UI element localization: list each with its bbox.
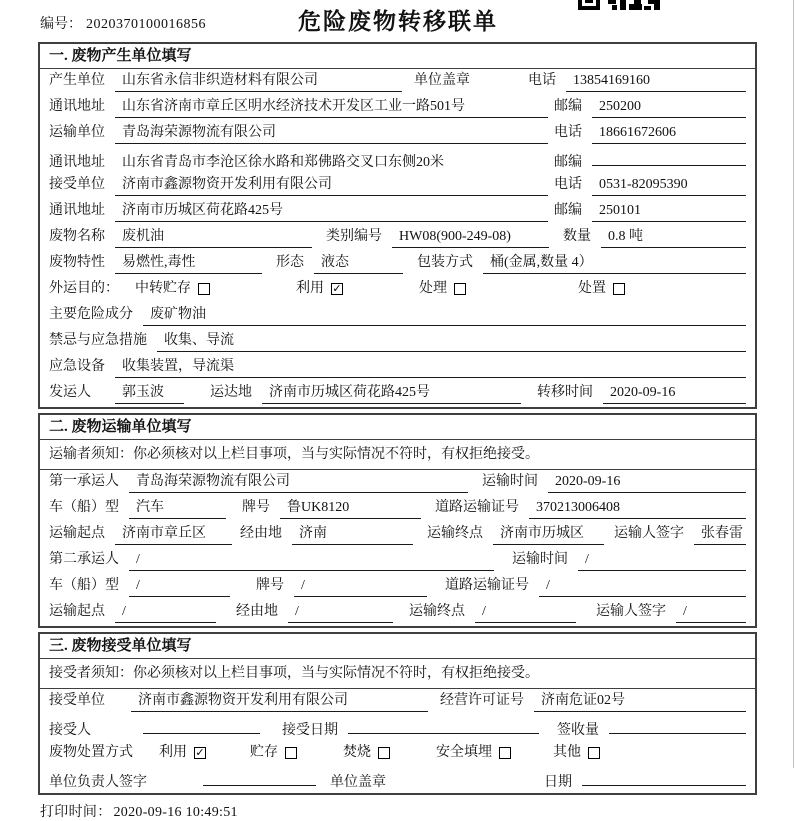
form-row — [40, 251, 755, 277]
checkbox-option — [250, 742, 297, 763]
form-row — [40, 548, 755, 574]
field-value — [592, 148, 746, 166]
field-value-text: 液态 — [321, 255, 349, 270]
field-value-text: 济南市历城区 — [500, 526, 584, 541]
field-value-text: 济南市鑫源物资开发利用有限公司 — [138, 693, 348, 708]
field-value — [115, 601, 216, 623]
field-label: 类别编号 — [326, 229, 382, 244]
field-label: 通讯地址 — [49, 99, 105, 114]
field-value — [143, 716, 260, 734]
field-label: 道路运输证号 — [445, 578, 529, 593]
field-label: 车（船）型 — [49, 578, 119, 593]
field-value-text: 0531-82095390 — [599, 177, 688, 192]
field-value — [392, 226, 549, 248]
field-value-text: 18661672606 — [599, 125, 676, 140]
form-row — [40, 173, 755, 199]
serial-value: 2020370100016856 — [86, 17, 206, 32]
checkbox-checked-icon: ✓ — [332, 282, 342, 295]
checkbox-unchecked-icon — [285, 747, 297, 759]
form-row — [40, 381, 755, 407]
field-value — [566, 70, 746, 92]
checkbox-label: 处理 — [419, 281, 447, 296]
field-value — [529, 497, 746, 519]
page-edge-line — [793, 0, 794, 768]
section-notice: 接受者须知：你必须核对以上栏目事项，当与实际情况不符时，有权拒绝接受。 — [40, 659, 755, 689]
field-value-text: 13854169160 — [573, 73, 650, 88]
checkbox-checked-icon: ✓ — [195, 746, 205, 759]
field-label: 包装方式 — [417, 255, 473, 270]
field-value-text: / — [301, 578, 305, 593]
field-label: 签收量 — [557, 723, 599, 738]
field-value — [115, 523, 232, 545]
field-value-text: 济南 — [299, 526, 327, 541]
section-receiver — [38, 632, 757, 795]
field-label: 运输人签字 — [596, 604, 666, 619]
checkbox-label: 贮存 — [250, 745, 278, 760]
field-value — [314, 252, 403, 274]
field-value-text: 鲁UK8120 — [287, 500, 350, 515]
field-value — [115, 252, 262, 274]
field-label: 废物处置方式 — [49, 745, 133, 760]
field-value — [475, 601, 576, 623]
field-label: 接受人 — [49, 723, 91, 738]
field-value — [129, 497, 226, 519]
field-label: 运输时间 — [512, 552, 568, 567]
field-label: 数量 — [563, 229, 591, 244]
checkbox-option — [553, 742, 600, 763]
field-label: 主要危险成分 — [49, 307, 133, 322]
serial-label: 编号： — [40, 17, 82, 32]
field-value — [131, 690, 428, 712]
checkbox-unchecked-icon — [378, 747, 390, 759]
form-row — [40, 715, 755, 741]
field-value — [694, 523, 746, 545]
field-label: 电话 — [528, 73, 556, 88]
field-value-text: 青岛海荣源物流有限公司 — [122, 125, 276, 140]
field-label: 运输终点 — [409, 604, 465, 619]
form-sections — [38, 42, 757, 795]
field-label: 接受日期 — [282, 723, 338, 738]
field-label: 接受单位 — [49, 177, 105, 192]
print-time-label: 打印时间： — [40, 805, 112, 820]
form-row — [40, 496, 755, 522]
field-value — [483, 252, 746, 274]
field-label: 运输人签字 — [614, 526, 684, 541]
field-value-text: 收集、导流 — [164, 333, 234, 348]
field-value — [129, 575, 230, 597]
field-value — [676, 601, 746, 623]
field-label: 运输起点 — [49, 604, 105, 619]
field-value-text: 青岛海荣源物流有限公司 — [136, 474, 290, 489]
field-value-text: 汽车 — [136, 500, 164, 515]
field-value — [115, 70, 402, 92]
checkbox-unchecked-icon — [613, 283, 625, 295]
form-row — [40, 199, 755, 225]
print-time-value: 2020-09-16 10:49:51 — [113, 805, 238, 820]
field-value-text: 济南市历城区荷花路425号 — [122, 203, 283, 218]
field-label: 单位盖章 — [330, 775, 386, 790]
field-label: 经由地 — [240, 526, 282, 541]
section-title: 二. 废物运输单位填写 — [40, 415, 755, 440]
checkbox-option — [436, 742, 511, 763]
field-label: 邮编 — [554, 99, 582, 114]
field-value-text: 济南危证02号 — [541, 693, 625, 708]
form-row — [40, 147, 755, 173]
form-row — [40, 225, 755, 251]
checkbox-option — [419, 278, 466, 299]
field-value — [115, 122, 548, 144]
form-row — [40, 303, 755, 329]
field-value-text: 济南市鑫源物资开发利用有限公司 — [122, 177, 332, 192]
field-value — [115, 356, 746, 378]
field-value-text: 济南市章丘区 — [122, 526, 206, 541]
field-value-text: 250200 — [599, 99, 641, 114]
field-value — [592, 200, 746, 222]
field-value — [609, 716, 746, 734]
field-value — [129, 471, 468, 493]
field-value-text: / — [122, 604, 126, 619]
form-row — [40, 329, 755, 355]
field-label: 电话 — [554, 125, 582, 140]
field-value-text: 2020-09-16 — [610, 385, 676, 400]
field-label: 牌号 — [256, 578, 284, 593]
field-value-text: / — [482, 604, 486, 619]
field-label: 第二承运人 — [49, 552, 119, 567]
static-text: 单位盖章 — [414, 73, 470, 88]
field-value — [578, 549, 746, 571]
field-value — [280, 497, 421, 519]
field-value-text: / — [136, 552, 140, 567]
field-value-text: 济南市历城区荷花路425号 — [269, 385, 430, 400]
qr-code-partial-icon — [578, 0, 660, 16]
checkbox-label: 安全填埋 — [436, 745, 492, 760]
field-value — [262, 382, 521, 404]
field-value-text: 山东省永信非织造材料有限公司 — [122, 73, 318, 88]
section-transporter — [38, 413, 757, 628]
field-value — [115, 382, 184, 404]
field-label: 废物特性 — [49, 255, 105, 270]
field-value-text: 250101 — [599, 203, 641, 218]
field-label: 运输终点 — [427, 526, 483, 541]
field-value — [592, 96, 746, 118]
field-label: 经营许可证号 — [440, 693, 524, 708]
form-row — [40, 69, 755, 95]
field-label: 运输单位 — [49, 125, 105, 140]
field-label: 产生单位 — [49, 73, 105, 88]
field-label: 通讯地址 — [49, 203, 105, 218]
field-label: 邮编 — [554, 203, 582, 218]
field-value — [534, 690, 746, 712]
field-value — [115, 174, 548, 196]
checkbox-unchecked-icon — [588, 747, 600, 759]
form-row — [40, 741, 755, 767]
field-value-text: / — [683, 604, 687, 619]
field-value — [601, 226, 746, 248]
field-value — [548, 471, 746, 493]
field-value — [292, 523, 413, 545]
field-value-text: 桶(金属,数量 4） — [490, 255, 593, 270]
field-label: 通讯地址 — [49, 155, 105, 170]
form-row — [40, 355, 755, 381]
checkbox-option — [343, 742, 390, 763]
field-value-text: / — [585, 552, 589, 567]
field-value — [603, 382, 746, 404]
form-row — [40, 574, 755, 600]
field-label: 形态 — [276, 255, 304, 270]
field-value-text: 0.8 吨 — [608, 229, 643, 244]
field-label: 电话 — [554, 177, 582, 192]
field-label: 牌号 — [242, 500, 270, 515]
field-value-text: 张春雷 — [701, 526, 743, 541]
field-value-text: 2020-09-16 — [555, 474, 621, 489]
field-value — [143, 304, 746, 326]
field-label: 单位负责人签字 — [49, 775, 147, 790]
page-title: 危险废物转移联单 — [298, 9, 498, 34]
field-value — [115, 152, 548, 173]
section-title: 三. 废物接受单位填写 — [40, 634, 755, 659]
field-label: 道路运输证号 — [435, 500, 519, 515]
checkbox-unchecked-icon — [499, 747, 511, 759]
checkbox-label: 利用 — [159, 745, 187, 760]
field-value-text: 370213006408 — [536, 500, 620, 515]
section-title: 一. 废物产生单位填写 — [40, 44, 755, 69]
checkbox-unchecked-icon — [454, 283, 466, 295]
field-label: 运达地 — [210, 385, 252, 400]
field-label: 废物名称 — [49, 229, 105, 244]
field-value-text: 易燃性,毒性 — [122, 255, 196, 270]
field-value — [157, 330, 746, 352]
form-row — [40, 600, 755, 626]
field-value-text: 山东省济南市章丘区明水经济技术开发区工业一路501号 — [122, 99, 465, 114]
form-row — [40, 689, 755, 715]
field-value-text: 废机油 — [122, 229, 164, 244]
field-label: 外运目的： — [49, 281, 119, 296]
form-row — [40, 95, 755, 121]
field-value — [582, 768, 746, 786]
checkbox-label: 其他 — [553, 745, 581, 760]
checkbox-option — [578, 278, 625, 299]
form-row — [40, 121, 755, 147]
field-value-text: 收集装置，导流渠 — [122, 359, 234, 374]
print-time — [40, 801, 796, 821]
field-value — [348, 716, 539, 734]
form-row — [40, 522, 755, 548]
checkbox-label: 中转贮存 — [135, 281, 191, 296]
field-label: 邮编 — [554, 155, 582, 170]
field-value — [592, 174, 746, 196]
checkbox-option — [159, 742, 206, 763]
form-row — [40, 470, 755, 496]
checkbox-label: 处置 — [578, 281, 606, 296]
field-value — [115, 200, 548, 222]
form-row — [40, 277, 755, 303]
field-label: 应急设备 — [49, 359, 105, 374]
field-label: 运输时间 — [482, 474, 538, 489]
checkbox-unchecked-icon — [198, 283, 210, 295]
field-label: 发运人 — [49, 385, 91, 400]
field-value-text: HW08(900-249-08) — [399, 229, 511, 244]
form-row — [40, 767, 755, 793]
field-label: 转移时间 — [537, 385, 593, 400]
document-header — [0, 0, 796, 42]
checkbox-label: 焚烧 — [343, 745, 371, 760]
section-notice: 运输者须知：你必须核对以上栏目事项，当与实际情况不符时，有权拒绝接受。 — [40, 440, 755, 470]
field-value — [115, 226, 312, 248]
field-label: 接受单位 — [49, 693, 105, 708]
checkbox-option — [296, 278, 343, 299]
field-value — [539, 575, 746, 597]
field-value — [493, 523, 604, 545]
field-value-text: 郭玉波 — [122, 385, 164, 400]
field-value-text: / — [136, 578, 140, 593]
field-label: 第一承运人 — [49, 474, 119, 489]
field-value — [288, 601, 393, 623]
field-value — [115, 96, 548, 118]
checkbox-label: 利用 — [296, 281, 324, 296]
field-value — [592, 122, 746, 144]
field-value-text: / — [546, 578, 550, 593]
field-label: 经由地 — [236, 604, 278, 619]
field-label: 车（船）型 — [49, 500, 119, 515]
field-label: 运输起点 — [49, 526, 105, 541]
field-value — [203, 768, 316, 786]
field-label: 禁忌与应急措施 — [49, 333, 147, 348]
field-value-text: / — [295, 604, 299, 619]
field-value — [294, 575, 427, 597]
field-value-text: 山东省青岛市李沧区徐水路和郑佛路交叉口东侧20米 — [122, 155, 444, 170]
field-value — [129, 549, 494, 571]
field-value-text: 废矿物油 — [150, 307, 206, 322]
checkbox-option — [135, 278, 210, 299]
section-producer — [38, 42, 757, 409]
field-label: 日期 — [544, 775, 572, 790]
